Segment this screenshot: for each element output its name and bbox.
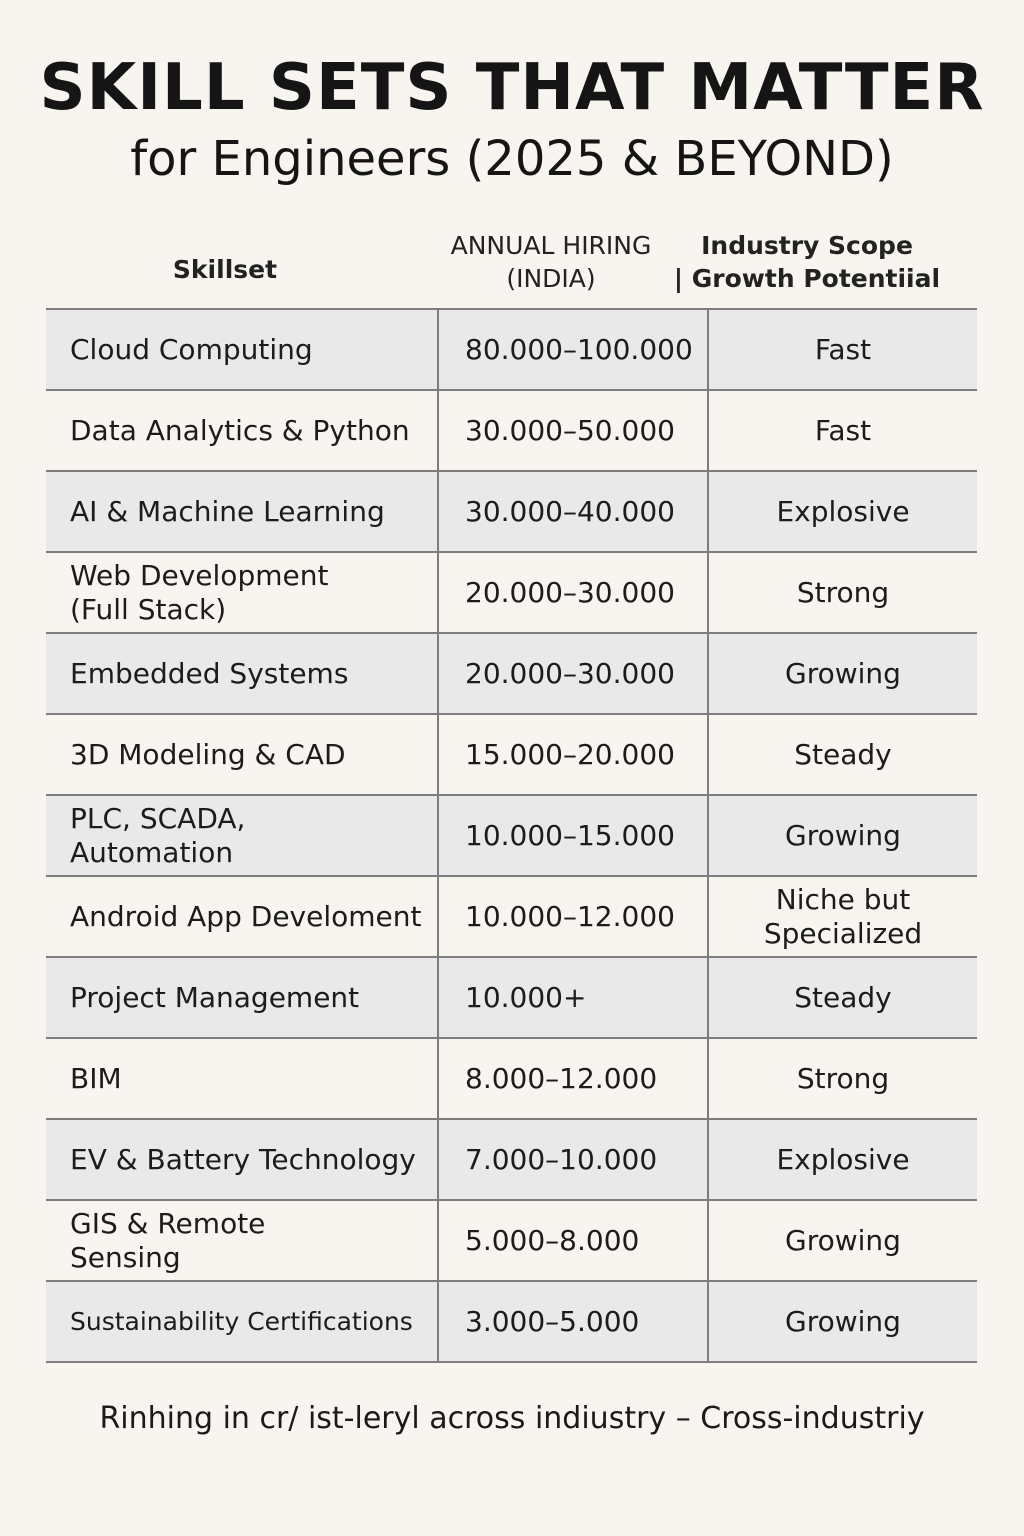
- column-header-annual-hiring-line1: ANNUAL HIRING: [450, 231, 652, 260]
- scope-cell: Steady: [794, 737, 892, 771]
- skill-cell: PLC, SCADA, Automation: [46, 796, 439, 875]
- column-header-industry-scope: [672, 229, 942, 295]
- skill-cell: 3D Modeling & CAD: [46, 715, 439, 794]
- skill-cell: Sustainability Certifications: [46, 1282, 439, 1361]
- table-row: [46, 715, 977, 796]
- table-row: [46, 1201, 977, 1282]
- table-row: [46, 1282, 977, 1363]
- hiring-cell: 30.000–50.000: [439, 391, 709, 470]
- table-row: [46, 391, 977, 472]
- skill-cell: Data Analytics & Python: [46, 391, 439, 470]
- hiring-cell: 10.000–15.000: [439, 796, 709, 875]
- skill-cell: Android App Develoment: [46, 877, 439, 956]
- hiring-cell: 20.000–30.000: [439, 634, 709, 713]
- hiring-cell: 80.000–100.000: [439, 310, 709, 389]
- scope-cell: Strong: [796, 575, 890, 609]
- table-row: [46, 796, 977, 877]
- skill-cell: AI & Machine Learning: [46, 472, 439, 551]
- table-row: [46, 958, 977, 1039]
- table-row: [46, 1120, 977, 1201]
- skill-cell: GIS & Remote Sensing: [46, 1201, 439, 1280]
- scope-cell: Growing: [785, 656, 901, 690]
- scope-cell: Fast: [814, 413, 872, 447]
- column-header-industry-scope-line2: | Growth Potentiial: [673, 264, 941, 293]
- skill-cell: Cloud Computing: [46, 310, 439, 389]
- scope-cell: Growing: [785, 1223, 901, 1257]
- skill-cell: EV & Battery Technology: [46, 1120, 439, 1199]
- scope-cell: Explosive: [776, 1142, 910, 1176]
- column-header-annual-hiring-line2: (INDIA): [506, 264, 596, 293]
- hiring-cell: 8.000–12.000: [439, 1039, 709, 1118]
- hiring-cell: 30.000–40.000: [439, 472, 709, 551]
- scope-cell: Niche but Specialized: [763, 882, 923, 950]
- scope-cell: Fast: [814, 332, 872, 366]
- skill-cell: Project Management: [46, 958, 439, 1037]
- table-row: [46, 553, 977, 634]
- table-row: [46, 310, 977, 391]
- column-header-skillset: Skillset: [172, 255, 278, 284]
- skill-cell: Embedded Systems: [46, 634, 439, 713]
- table-row: [46, 472, 977, 553]
- scope-cell: Growing: [785, 1304, 901, 1338]
- hiring-cell: 10.000–12.000: [439, 877, 709, 956]
- table-row: [46, 877, 977, 958]
- table-row: [46, 634, 977, 715]
- hiring-cell: 20.000–30.000: [439, 553, 709, 632]
- page-subtitle: for Engineers (2025 & BEYOND): [130, 131, 894, 187]
- hiring-cell: 3.000–5.000: [439, 1282, 709, 1361]
- skill-cell: Web Development (Full Stack): [46, 553, 439, 632]
- table-row: [46, 1039, 977, 1120]
- scope-cell: Explosive: [776, 494, 910, 528]
- skills-table: [46, 308, 977, 1363]
- column-header-annual-hiring: [440, 229, 662, 295]
- hiring-cell: 10.000+: [439, 958, 709, 1037]
- scope-cell: Strong: [796, 1061, 890, 1095]
- page-title: SKILL SETS THAT MATTER: [39, 51, 985, 125]
- column-header-industry-scope-line1: Industry Scope: [701, 231, 913, 260]
- hiring-cell: 5.000–8.000: [439, 1201, 709, 1280]
- footer-caption: Rinhing in cr/ ist-leryl across indiustry – Cross-industriy: [99, 1401, 925, 1436]
- scope-cell: Steady: [794, 980, 892, 1014]
- hiring-cell: 7.000–10.000: [439, 1120, 709, 1199]
- hiring-cell: 15.000–20.000: [439, 715, 709, 794]
- skill-cell: BIM: [46, 1039, 439, 1118]
- scope-cell: Growing: [785, 818, 901, 852]
